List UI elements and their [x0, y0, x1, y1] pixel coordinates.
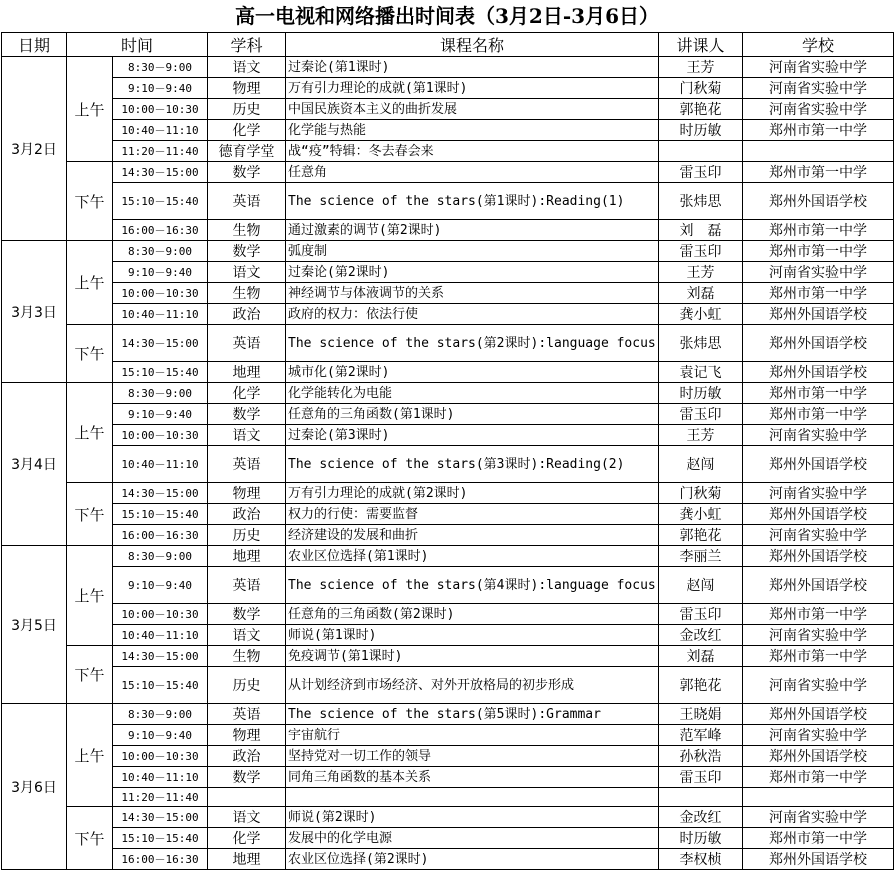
course-cell: 师说(第2课时) — [286, 807, 659, 828]
school-cell: 河南省实验中学 — [743, 807, 894, 828]
time-cell: 10:40－11:10 — [113, 767, 208, 788]
course-cell: 中国民族资本主义的曲折发展 — [286, 99, 659, 120]
school-cell: 郑州市第一中学 — [743, 383, 894, 404]
subject-cell: 语文 — [208, 625, 286, 646]
subject-cell: 英语 — [208, 567, 286, 604]
table-row — [2, 788, 894, 807]
teacher-cell: 刘磊 — [659, 646, 743, 667]
table-row — [2, 546, 894, 567]
time-cell: 10:40－11:10 — [113, 446, 208, 483]
period-cell: 下午 — [67, 325, 113, 383]
school-cell — [743, 141, 894, 162]
course-cell: 城市化(第2课时) — [286, 362, 659, 383]
table-row — [2, 525, 894, 546]
teacher-cell: 雷玉印 — [659, 404, 743, 425]
teacher-cell: 时历敏 — [659, 120, 743, 141]
subject-cell: 英语 — [208, 325, 286, 362]
table-row — [2, 604, 894, 625]
school-cell: 河南省实验中学 — [743, 725, 894, 746]
period-cell: 上午 — [67, 57, 113, 162]
subject-cell: 物理 — [208, 483, 286, 504]
course-cell: 农业区位选择(第1课时) — [286, 546, 659, 567]
table-row — [2, 141, 894, 162]
period-cell: 下午 — [67, 807, 113, 870]
table-row — [2, 57, 894, 78]
course-cell: 任意角 — [286, 162, 659, 183]
time-cell: 15:10－15:40 — [113, 362, 208, 383]
period-cell: 下午 — [67, 162, 113, 241]
time-cell: 14:30－15:00 — [113, 325, 208, 362]
subject-cell: 英语 — [208, 704, 286, 725]
time-cell: 14:30－15:00 — [113, 162, 208, 183]
teacher-cell: 门秋菊 — [659, 78, 743, 99]
teacher-cell: 雷玉印 — [659, 767, 743, 788]
course-cell: 神经调节与体液调节的关系 — [286, 283, 659, 304]
school-cell: 河南省实验中学 — [743, 99, 894, 120]
time-cell: 8:30－9:00 — [113, 241, 208, 262]
teacher-cell: 雷玉印 — [659, 604, 743, 625]
school-cell: 郑州外国语学校 — [743, 183, 894, 220]
teacher-cell: 龚小虹 — [659, 504, 743, 525]
time-cell: 9:10－9:40 — [113, 262, 208, 283]
page-title: 高一电视和网络播出时间表（3月2日-3月6日） — [235, 4, 659, 28]
teacher-cell: 张炜思 — [659, 183, 743, 220]
teacher-cell: 赵闯 — [659, 446, 743, 483]
subject-cell — [208, 788, 286, 807]
teacher-cell: 郭艳花 — [659, 667, 743, 704]
course-cell: 经济建设的发展和曲折 — [286, 525, 659, 546]
course-cell: 过秦论(第1课时) — [286, 57, 659, 78]
school-cell: 郑州市第一中学 — [743, 120, 894, 141]
time-cell: 14:30－15:00 — [113, 483, 208, 504]
date-cell: 3月3日 — [2, 241, 67, 383]
subject-cell: 化学 — [208, 120, 286, 141]
table-row — [2, 667, 894, 704]
course-cell: 化学能与热能 — [286, 120, 659, 141]
school-cell: 郑州外国语学校 — [743, 746, 894, 767]
time-cell: 15:10－15:40 — [113, 504, 208, 525]
subject-cell: 政治 — [208, 746, 286, 767]
header-subject: 学科 — [208, 33, 286, 57]
school-cell: 郑州市第一中学 — [743, 828, 894, 849]
course-cell: 通过激素的调节(第2课时) — [286, 220, 659, 241]
header-row — [2, 33, 894, 57]
course-cell: 任意角的三角函数(第1课时) — [286, 404, 659, 425]
table-row — [2, 446, 894, 483]
time-cell: 9:10－9:40 — [113, 567, 208, 604]
period-cell: 上午 — [67, 241, 113, 325]
teacher-cell: 王芳 — [659, 57, 743, 78]
date-cell: 3月2日 — [2, 57, 67, 241]
table-row — [2, 425, 894, 446]
table-row — [2, 183, 894, 220]
school-cell: 郑州市第一中学 — [743, 241, 894, 262]
teacher-cell: 时历敏 — [659, 383, 743, 404]
teacher-cell: 范军峰 — [659, 725, 743, 746]
table-row — [2, 162, 894, 183]
schedule-body — [2, 57, 894, 870]
table-row — [2, 504, 894, 525]
school-cell: 河南省实验中学 — [743, 57, 894, 78]
subject-cell: 历史 — [208, 525, 286, 546]
table-row — [2, 220, 894, 241]
teacher-cell: 刘磊 — [659, 283, 743, 304]
teacher-cell: 郭艳花 — [659, 525, 743, 546]
course-cell: The science of the stars(第4课时):language focus — [286, 567, 659, 604]
school-cell: 郑州市第一中学 — [743, 767, 894, 788]
table-row — [2, 625, 894, 646]
school-cell: 河南省实验中学 — [743, 525, 894, 546]
teacher-cell: 李权桢 — [659, 849, 743, 870]
teacher-cell: 雷玉印 — [659, 162, 743, 183]
teacher-cell: 门秋菊 — [659, 483, 743, 504]
time-cell: 9:10－9:40 — [113, 78, 208, 99]
table-row — [2, 283, 894, 304]
course-cell: The science of the stars(第5课时):Grammar — [286, 704, 659, 725]
table-row — [2, 849, 894, 870]
course-cell: 同角三角函数的基本关系 — [286, 767, 659, 788]
teacher-cell: 雷玉印 — [659, 241, 743, 262]
time-cell: 11:20－11:40 — [113, 788, 208, 807]
teacher-cell: 王芳 — [659, 425, 743, 446]
school-cell: 郑州外国语学校 — [743, 567, 894, 604]
school-cell: 郑州市第一中学 — [743, 404, 894, 425]
table-row — [2, 99, 894, 120]
period-cell: 上午 — [67, 546, 113, 646]
course-cell: 师说(第1课时) — [286, 625, 659, 646]
time-cell: 8:30－9:00 — [113, 57, 208, 78]
time-cell: 10:00－10:30 — [113, 99, 208, 120]
subject-cell: 生物 — [208, 220, 286, 241]
school-cell: 河南省实验中学 — [743, 483, 894, 504]
course-cell: 坚持党对一切工作的领导 — [286, 746, 659, 767]
subject-cell: 历史 — [208, 667, 286, 704]
school-cell: 郑州外国语学校 — [743, 304, 894, 325]
time-cell: 16:00－16:30 — [113, 525, 208, 546]
school-cell: 郑州外国语学校 — [743, 704, 894, 725]
school-cell: 郑州市第一中学 — [743, 220, 894, 241]
period-cell: 下午 — [67, 646, 113, 704]
time-cell: 10:00－10:30 — [113, 746, 208, 767]
subject-cell: 数学 — [208, 241, 286, 262]
school-cell: 河南省实验中学 — [743, 667, 894, 704]
teacher-cell: 孙秋浩 — [659, 746, 743, 767]
teacher-cell: 龚小虹 — [659, 304, 743, 325]
subject-cell: 地理 — [208, 546, 286, 567]
subject-cell: 生物 — [208, 646, 286, 667]
course-cell — [286, 788, 659, 807]
subject-cell: 政治 — [208, 504, 286, 525]
course-cell: The science of the stars(第2课时):language focus — [286, 325, 659, 362]
table-row — [2, 767, 894, 788]
course-cell: 权力的行使：需要监督 — [286, 504, 659, 525]
subject-cell: 政治 — [208, 304, 286, 325]
header-time: 时间 — [67, 33, 208, 57]
table-row — [2, 725, 894, 746]
time-cell: 10:40－11:10 — [113, 625, 208, 646]
table-row — [2, 78, 894, 99]
subject-cell: 历史 — [208, 99, 286, 120]
course-cell: The science of the stars(第3课时):Reading(2) — [286, 446, 659, 483]
subject-cell: 英语 — [208, 183, 286, 220]
time-cell: 16:00－16:30 — [113, 849, 208, 870]
subject-cell: 地理 — [208, 362, 286, 383]
header-teacher: 讲课人 — [659, 33, 743, 57]
school-cell: 河南省实验中学 — [743, 262, 894, 283]
school-cell: 郑州外国语学校 — [743, 362, 894, 383]
school-cell: 郑州外国语学校 — [743, 446, 894, 483]
period-cell: 上午 — [67, 704, 113, 807]
period-cell: 下午 — [67, 483, 113, 546]
teacher-cell: 张炜思 — [659, 325, 743, 362]
course-cell: 任意角的三角函数(第2课时) — [286, 604, 659, 625]
header-date: 日期 — [2, 33, 67, 57]
subject-cell: 语文 — [208, 262, 286, 283]
course-cell: The science of the stars(第1课时):Reading(1) — [286, 183, 659, 220]
time-cell: 15:10－15:40 — [113, 828, 208, 849]
table-row — [2, 304, 894, 325]
teacher-cell: 王芳 — [659, 262, 743, 283]
subject-cell: 地理 — [208, 849, 286, 870]
course-cell: 战“疫”特辑：冬去春会来 — [286, 141, 659, 162]
subject-cell: 物理 — [208, 78, 286, 99]
course-cell: 化学能转化为电能 — [286, 383, 659, 404]
course-cell: 万有引力理论的成就(第2课时) — [286, 483, 659, 504]
table-row — [2, 404, 894, 425]
course-cell: 免疫调节(第1课时) — [286, 646, 659, 667]
time-cell: 8:30－9:00 — [113, 546, 208, 567]
subject-cell: 生物 — [208, 283, 286, 304]
school-cell: 郑州市第一中学 — [743, 283, 894, 304]
subject-cell: 语文 — [208, 425, 286, 446]
school-cell: 河南省实验中学 — [743, 425, 894, 446]
teacher-cell: 金改红 — [659, 625, 743, 646]
time-cell: 14:30－15:00 — [113, 807, 208, 828]
header-school: 学校 — [743, 33, 894, 57]
teacher-cell: 刘 磊 — [659, 220, 743, 241]
subject-cell: 数学 — [208, 767, 286, 788]
schedule-table — [1, 32, 894, 870]
teacher-cell: 李丽兰 — [659, 546, 743, 567]
time-cell: 8:30－9:00 — [113, 383, 208, 404]
time-cell: 9:10－9:40 — [113, 404, 208, 425]
time-cell: 9:10－9:40 — [113, 725, 208, 746]
time-cell: 16:00－16:30 — [113, 220, 208, 241]
teacher-cell: 袁记飞 — [659, 362, 743, 383]
school-cell: 郑州市第一中学 — [743, 604, 894, 625]
time-cell: 11:20－11:40 — [113, 141, 208, 162]
school-cell: 郑州外国语学校 — [743, 546, 894, 567]
school-cell — [743, 788, 894, 807]
time-cell: 14:30－15:00 — [113, 646, 208, 667]
table-row — [2, 362, 894, 383]
teacher-cell — [659, 788, 743, 807]
table-row — [2, 483, 894, 504]
teacher-cell: 金改红 — [659, 807, 743, 828]
subject-cell: 数学 — [208, 162, 286, 183]
course-cell: 过秦论(第2课时) — [286, 262, 659, 283]
table-row — [2, 704, 894, 725]
teacher-cell: 郭艳花 — [659, 99, 743, 120]
subject-cell: 数学 — [208, 604, 286, 625]
table-row — [2, 807, 894, 828]
course-cell: 从计划经济到市场经济、对外开放格局的初步形成 — [286, 667, 659, 704]
subject-cell: 英语 — [208, 446, 286, 483]
time-cell: 10:40－11:10 — [113, 304, 208, 325]
table-row — [2, 241, 894, 262]
table-row — [2, 325, 894, 362]
course-cell: 宇宙航行 — [286, 725, 659, 746]
table-row — [2, 383, 894, 404]
date-cell: 3月4日 — [2, 383, 67, 546]
school-cell: 郑州市第一中学 — [743, 646, 894, 667]
time-cell: 15:10－15:40 — [113, 183, 208, 220]
subject-cell: 化学 — [208, 828, 286, 849]
table-row — [2, 646, 894, 667]
time-cell: 10:00－10:30 — [113, 425, 208, 446]
date-cell: 3月6日 — [2, 704, 67, 870]
time-cell: 10:40－11:10 — [113, 120, 208, 141]
table-row — [2, 828, 894, 849]
course-cell: 政府的权力：依法行使 — [286, 304, 659, 325]
table-row — [2, 262, 894, 283]
course-cell: 万有引力理论的成就(第1课时) — [286, 78, 659, 99]
time-cell: 10:00－10:30 — [113, 283, 208, 304]
school-cell: 河南省实验中学 — [743, 78, 894, 99]
school-cell: 郑州外国语学校 — [743, 504, 894, 525]
subject-cell: 德育学堂 — [208, 141, 286, 162]
subject-cell: 语文 — [208, 807, 286, 828]
teacher-cell: 时历敏 — [659, 828, 743, 849]
period-cell: 上午 — [67, 383, 113, 483]
course-cell: 弧度制 — [286, 241, 659, 262]
header-course: 课程名称 — [286, 33, 659, 57]
date-cell: 3月5日 — [2, 546, 67, 704]
course-cell: 过秦论(第3课时) — [286, 425, 659, 446]
course-cell: 发展中的化学电源 — [286, 828, 659, 849]
teacher-cell — [659, 141, 743, 162]
school-cell: 郑州外国语学校 — [743, 849, 894, 870]
school-cell: 郑州外国语学校 — [743, 325, 894, 362]
subject-cell: 数学 — [208, 404, 286, 425]
teacher-cell: 赵闯 — [659, 567, 743, 604]
time-cell: 15:10－15:40 — [113, 667, 208, 704]
subject-cell: 物理 — [208, 725, 286, 746]
table-row — [2, 746, 894, 767]
table-row — [2, 567, 894, 604]
table-row — [2, 120, 894, 141]
time-cell: 8:30－9:00 — [113, 704, 208, 725]
school-cell: 河南省实验中学 — [743, 625, 894, 646]
subject-cell: 化学 — [208, 383, 286, 404]
teacher-cell: 王晓娟 — [659, 704, 743, 725]
school-cell: 郑州市第一中学 — [743, 162, 894, 183]
subject-cell: 语文 — [208, 57, 286, 78]
course-cell: 农业区位选择(第2课时) — [286, 849, 659, 870]
time-cell: 10:00－10:30 — [113, 604, 208, 625]
